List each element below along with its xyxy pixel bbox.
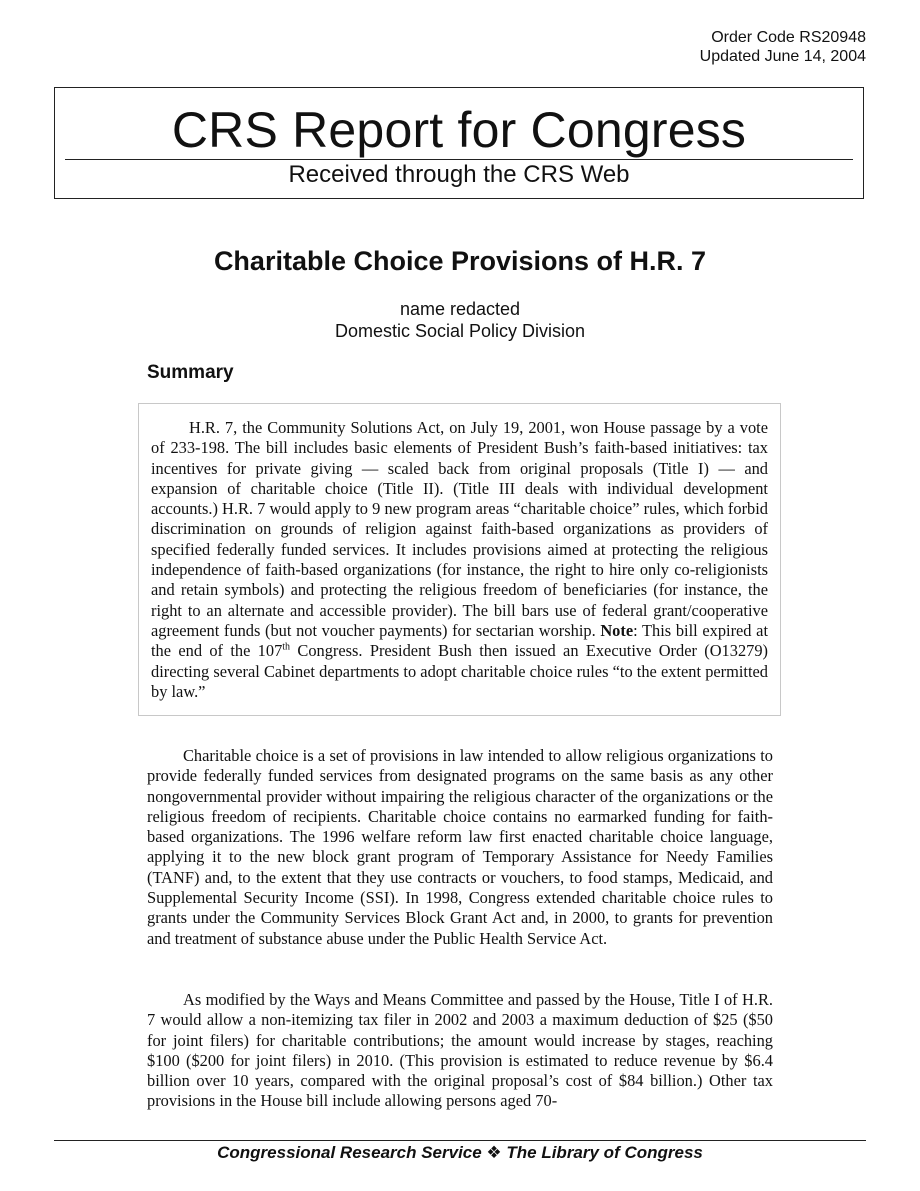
paragraph-text: Charitable choice is a set of provisions in law intended to allow religious organizations to provide federally funded services from designated programs on the same basis as any other nongovernmental provider without impairing the religious character of the organizations or the religious freedom of recipients. Charitable choice contains no earmarked funding for faith-based organizations. The 1996 welfare reform law first enacted charitable choice language, applying it to the new block grant program of Temporary Assistance for Needy Families (TANF) and, to the extent that they use contracts or vouchers, to food stamps, Medicaid, and Supplemental Security Income (SSI). In 1998, Congress extended charitable choice rules to grants under the Community Services Block Grant Act and, in 2000, to grants for prevention and treatment of substance abuse under the Public Health Service Act.	[147, 746, 773, 948]
author-name: name redacted	[399, 299, 521, 319]
author-block	[0, 298, 920, 342]
paragraph-text: As modified by the Ways and Means Committee and passed by the House, Title I of H.R. 7 would allow a non-itemizing tax filer in 2002 and 2003 a maximum deduction of $25 ($50 for joint filers) for charitable contributions; the amount would increase by stages, reaching $100 ($200 for joint filers) in 2010. (This provision is estimated to reduce revenue by $6.4 billion over 10 years, compared with the original proposal’s cost of $84 billion.) Other tax provisions in the House bill include allowing persons aged 70-	[147, 990, 773, 1111]
banner-divider	[65, 159, 853, 160]
body-paragraph-2	[147, 990, 773, 1112]
footer-divider	[54, 1140, 866, 1141]
order-info	[700, 28, 866, 66]
summary-heading: Summary	[147, 362, 234, 383]
banner-subtitle: Received through the CRS Web	[288, 161, 630, 188]
note-text-b: Congress. President Bush then issued an Executive Order (O13279) directing several Cabinet departments to adopt charitable choice rules “to the extent permitted by law.”	[151, 641, 768, 701]
note-text-a: : This bill expired at the end of the 107	[151, 620, 769, 661]
updated-date: Updated June 14, 2004	[699, 48, 866, 65]
author-division: Domestic Social Policy Division	[334, 321, 586, 341]
note-superscript: th	[282, 641, 291, 653]
footer-text: Congressional Research Service ❖ The Library of Congress	[217, 1143, 703, 1162]
report-banner	[54, 87, 864, 199]
banner-title: CRS Report for Congress	[171, 102, 747, 158]
summary-paragraph	[151, 418, 768, 702]
body-paragraph-1	[147, 746, 773, 949]
summary-text: H.R. 7, the Community Solutions Act, on July 19, 2001, won House passage by a vote of 233-198. The bill includes basic elements of President Bush’s faith-based initiatives: tax incentives for private giving — scaled back from original proposals (Title I) — and expansion of charitable choice (Title II). (Title III deals with individual development accounts.) H.R. 7 would apply to 9 new program areas “charitable choice” rules, which forbid discrimination on grounds of religion against faith-based organizations as providers of specified federally funded services. It includes provisions aimed at protecting the religious independence of faith-based organizations (for instance, the right to hire only co-religionists and retain symbols) and protecting the religious freedom of beneficiaries (for instance, the right to an alternate and accessible provider). The bill bars use of federal grant/cooperative agreement funds (but not voucher payments) for sectarian worship.	[151, 418, 768, 640]
document-title: Charitable Choice Provisions of H.R. 7	[213, 246, 707, 276]
note-label: Note	[600, 620, 634, 640]
summary-box	[138, 403, 781, 716]
order-code: Order Code RS20948	[711, 29, 866, 46]
